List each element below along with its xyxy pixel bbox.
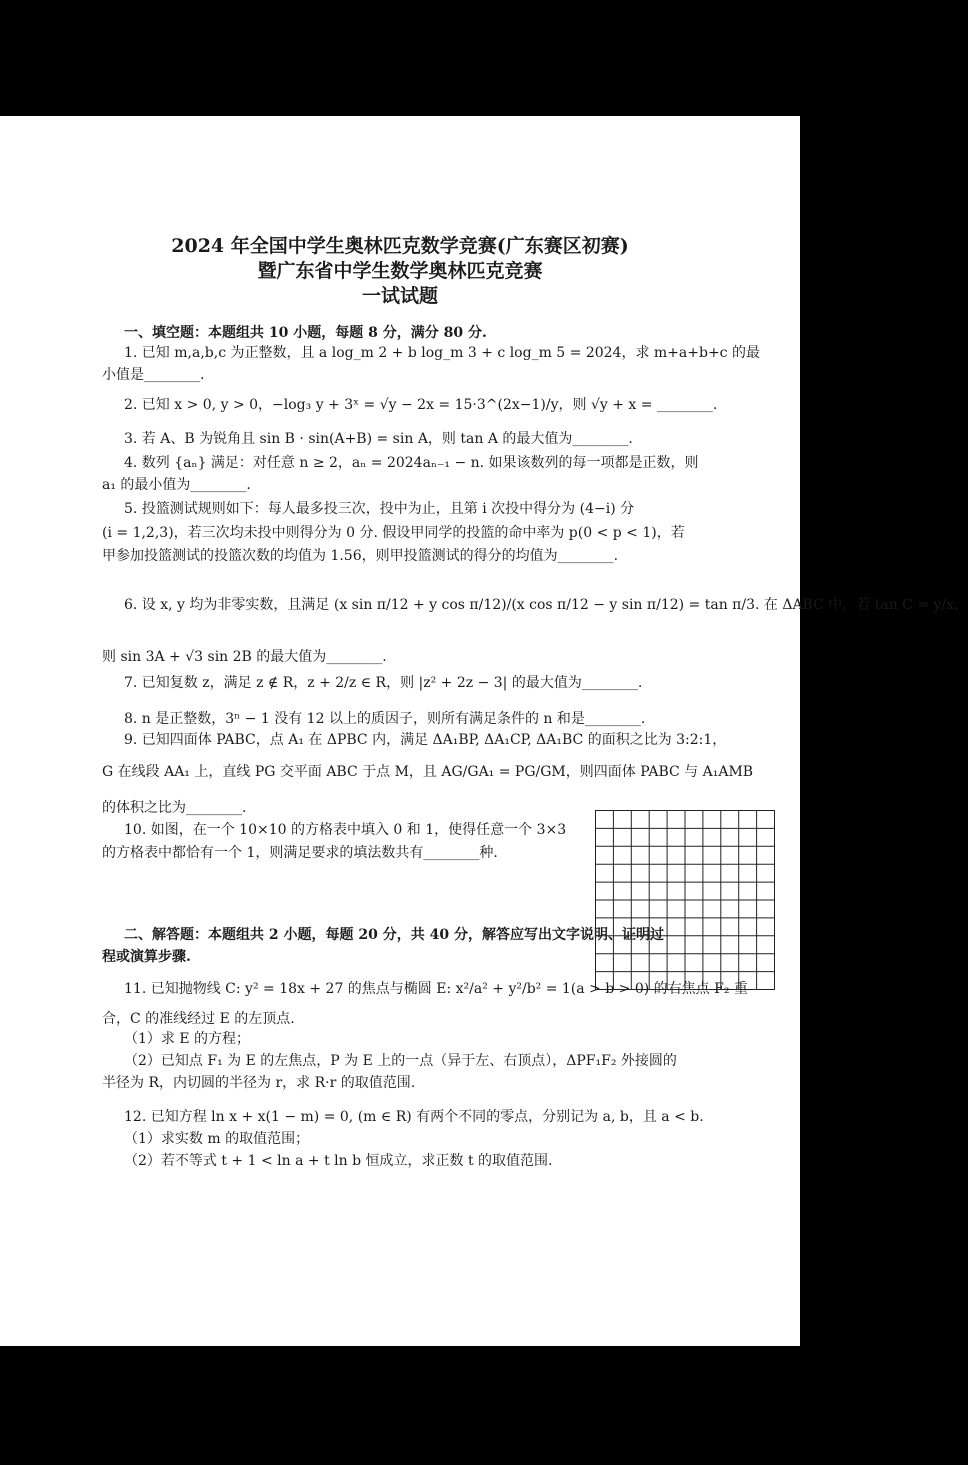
- q11-line3: （1）求 E 的方程；: [124, 1031, 251, 1047]
- q11-line5: 半径为 R，内切圆的半径为 r，求 R·r 的取值范围.: [102, 1075, 416, 1091]
- q8-line1: 8. n 是正整数，3ⁿ − 1 没有 12 以上的质因子，则所有满足条件的 n 和是________.: [124, 711, 646, 727]
- q1-line2: 小值是________.: [102, 367, 205, 383]
- q6-line2: 则 sin 3A + √3 sin 2B 的最大值为________.: [102, 649, 387, 665]
- q11-line2: 合，C 的准线经过 E 的左顶点.: [102, 1011, 295, 1027]
- q9-line3: 的体积之比为________.: [102, 800, 247, 816]
- q5-line1: 5. 投篮测试规则如下：每人最多投三次，投中为止，且第 i 次投中得分为 (4−i) 分: [124, 501, 635, 517]
- q10-line2: 的方格表中都恰有一个 1，则满足要求的填法数共有________种.: [102, 845, 498, 861]
- exam-title-line2: 暨广东省中学生数学奥林匹克竞赛: [257, 260, 543, 282]
- exam-title-line3: 一试试题: [361, 285, 438, 307]
- grid-figure: [595, 810, 775, 990]
- document-page: [0, 116, 968, 1346]
- section1-heading: 一、填空题：本题组共 10 小题，每题 8 分，满分 80 分.: [124, 325, 487, 341]
- q11-line4: （2）已知点 F₁ 为 E 的左焦点，P 为 E 上的一点（异于左、右顶点），ΔPF₁F₂ 外接圆的: [124, 1053, 677, 1069]
- q6-line1: 6. 设 x, y 均为非零实数，且满足 (x sin π/12 + y cos π/12)/(x cos π/12 − y sin π/12) = tan π/3. 在 ΔABC 中，若 tan C = y/x，: [124, 597, 968, 613]
- q5-line2: (i = 1,2,3)，若三次均未投中则得分为 0 分. 假设甲同学的投篮的命中率为 p(0 < p < 1)，若: [102, 525, 685, 541]
- q5-line3: 甲参加投篮测试的投篮次数的均值为 1.56，则甲投篮测试的得分的均值为________.: [102, 548, 619, 564]
- section2-heading-line1: 二、解答题：本题组共 2 小题，每题 20 分，共 40 分，解答应写出文字说明、证明过: [124, 927, 664, 943]
- q11-line1: 11. 已知抛物线 C: y² = 18x + 27 的焦点与椭圆 E: x²/a² + y²/b² = 1(a > b > 0) 的右焦点 F₂ 重: [124, 981, 748, 997]
- q12-line1: 12. 已知方程 ln x + x(1 − m) = 0, (m ∈ R) 有两个不同的零点，分别记为 a, b，且 a < b.: [124, 1109, 704, 1125]
- q10-line1: 10. 如图，在一个 10×10 的方格表中填入 0 和 1，使得任意一个 3×3: [124, 822, 567, 838]
- q9-line1: 9. 已知四面体 PABC，点 A₁ 在 ΔPBC 内，满足 ΔA₁BP, ΔA₁CP, ΔA₁BC 的面积之比为 3:2:1，: [124, 732, 727, 748]
- q12-line2: （1）求实数 m 的取值范围；: [124, 1131, 310, 1147]
- section2-heading-line2: 程或演算步骤.: [102, 949, 191, 965]
- q12-line3: （2）若不等式 t + 1 < ln a + t ln b 恒成立，求正数 t 的取值范围.: [124, 1153, 553, 1169]
- q9-line2: G 在线段 AA₁ 上，直线 PG 交平面 ABC 于点 M，且 AG/GA₁ = PG/GM，则四面体 PABC 与 A₁AMB: [102, 764, 754, 780]
- exam-title-line1: 2024 年全国中学生奥林匹克数学竞赛(广东赛区初赛): [171, 235, 629, 257]
- exam-sheet: [0, 116, 968, 1346]
- q2-line1: 2. 已知 x > 0, y > 0，−log₃ y + 3ˣ = √y − 2x = 15·3^(2x−1)/y，则 √y + x = ________.: [124, 397, 718, 413]
- q4-line2: a₁ 的最小值为________.: [102, 477, 251, 493]
- q4-line1: 4. 数列 {aₙ} 满足：对任意 n ≥ 2，aₙ = 2024aₙ₋₁ − n. 如果该数列的每一项都是正数，则: [124, 455, 699, 471]
- q3-line1: 3. 若 A、B 为锐角且 sin B · sin(A+B) = sin A，则 tan A 的最大值为________.: [124, 431, 633, 447]
- q1-line1: 1. 已知 m,a,b,c 为正整数，且 a log_m 2 + b log_m 3 + c log_m 5 = 2024，求 m+a+b+c 的最: [124, 345, 760, 361]
- q7-line1: 7. 已知复数 z，满足 z ∉ R，z + 2/z ∈ R，则 |z² + 2z − 3| 的最大值为________.: [124, 675, 643, 691]
